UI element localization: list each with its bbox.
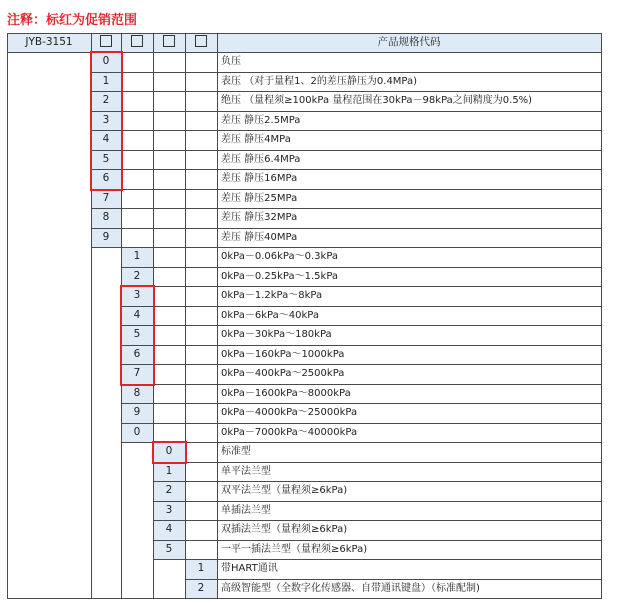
- table-rule: [7, 33, 601, 34]
- range-description: 0kPa－4000kPa～25000kPa: [221, 407, 358, 418]
- table-rule: [7, 598, 601, 599]
- table-rule: [121, 306, 601, 307]
- table-rule: [91, 189, 601, 190]
- structure-code: 2: [153, 481, 185, 501]
- range-code: 7: [121, 364, 153, 384]
- pressure-type-code: 7: [91, 189, 121, 209]
- range-description: 0kPa－1.2kPa～8kPa: [221, 290, 323, 301]
- range-description: 0kPa－6kPa～40kPa: [221, 309, 319, 321]
- pressure-type-description: 差压 静压40MPa: [221, 231, 298, 243]
- table-rule: [91, 91, 601, 92]
- structure-code: 1: [153, 462, 185, 482]
- table-rule: [91, 130, 601, 131]
- table-rule: [91, 208, 601, 209]
- promo-note: 注释：标红为促销范围: [7, 13, 138, 28]
- range-description: 0kPa－0.06kPa～0.3kPa: [221, 251, 339, 262]
- range-code: 9: [121, 403, 153, 423]
- output-code: 1: [185, 559, 217, 579]
- promo-highlight-pressure: [90, 51, 123, 191]
- range-code: 6: [121, 345, 153, 365]
- table-rule: [121, 345, 601, 346]
- table-rule: [121, 403, 601, 404]
- structure-description: 一平一插法兰型（量程须≥6kPa): [221, 543, 368, 555]
- structure-description: 单平法兰型: [221, 465, 271, 477]
- table-rule: [91, 150, 601, 151]
- pressure-type-description: 差压 静压25MPa: [221, 192, 298, 204]
- pressure-type-code: 5: [91, 150, 121, 170]
- output-description: 带HART通讯: [221, 563, 278, 574]
- range-description: 0kPa－0.25kPa～1.5kPa: [221, 270, 339, 282]
- pressure-type-code: 0: [91, 52, 121, 72]
- table-rule: [601, 33, 602, 599]
- output-description: 高级智能型（全数字化传感器、自带通讯键盘）（标准配制): [221, 582, 480, 594]
- spec-code-header: 产品规格代码: [217, 33, 601, 52]
- table-rule: [153, 540, 601, 541]
- table-rule: [91, 228, 601, 229]
- range-code: 1: [121, 247, 153, 267]
- table-rule: [217, 33, 218, 599]
- pressure-type-code: 6: [91, 169, 121, 189]
- option-box-header: [121, 33, 153, 52]
- table-rule: [185, 579, 601, 580]
- option-box-header: [185, 33, 217, 52]
- structure-description: 双平法兰型（量程须≥6kPa): [221, 485, 348, 496]
- pressure-type-code: 1: [91, 72, 121, 92]
- pressure-type-code: 3: [91, 111, 121, 131]
- checkbox-square-icon: [195, 35, 207, 47]
- pressure-type-description: 差压 静压2.5MPa: [221, 114, 301, 126]
- range-description: 0kPa－7000kPa～40000kPa: [221, 426, 358, 438]
- table-rule: [7, 33, 8, 599]
- checkbox-square-icon: [131, 35, 143, 47]
- structure-description: 单插法兰型: [221, 504, 271, 516]
- pressure-type-description: 差压 静压4MPa: [221, 134, 291, 145]
- promo-highlight-range: [120, 285, 155, 386]
- table-rule: [121, 442, 601, 443]
- structure-code: 4: [153, 520, 185, 540]
- pressure-type-description: 负压: [221, 56, 241, 67]
- range-code: 3: [121, 286, 153, 306]
- output-code: 2: [185, 579, 217, 599]
- range-code: 2: [121, 267, 153, 287]
- range-code: 0: [121, 423, 153, 443]
- table-rule: [153, 481, 601, 482]
- range-code: 4: [121, 306, 153, 326]
- table-rule: [121, 423, 601, 424]
- pressure-type-code: 2: [91, 91, 121, 111]
- option-box-header: [91, 33, 121, 52]
- promo-highlight-structure: [152, 441, 187, 464]
- range-code: 8: [121, 384, 153, 404]
- pressure-type-description: 绝压 （量程须≥100kPa 量程范围在30kPa－98kPa之间精度为0.5%): [221, 95, 533, 106]
- structure-code: 5: [153, 540, 185, 560]
- pressure-type-description: 差压 静压16MPa: [221, 173, 298, 184]
- table-rule: [91, 169, 601, 170]
- option-box-header: [153, 33, 185, 52]
- structure-code: 0: [153, 442, 185, 462]
- table-rule: [185, 33, 186, 599]
- pressure-type-description: 差压 静压32MPa: [221, 212, 298, 223]
- range-description: 0kPa－1600kPa～8000kPa: [221, 387, 351, 399]
- table-rule: [121, 267, 601, 268]
- table-rule: [153, 462, 601, 463]
- table-rule: [91, 72, 601, 73]
- table-rule: [153, 559, 601, 560]
- pressure-type-code: 4: [91, 130, 121, 150]
- table-rule: [121, 286, 601, 287]
- structure-description: 双插法兰型（量程须≥6kPa): [221, 524, 348, 535]
- table-rule: [121, 325, 601, 326]
- range-description: 0kPa－400kPa～2500kPa: [221, 368, 345, 379]
- structure-code: 3: [153, 501, 185, 521]
- table-rule: [91, 111, 601, 112]
- range-description: 0kPa－30kPa～180kPa: [221, 329, 332, 340]
- table-rule: [91, 247, 601, 248]
- model-header: JYB-3151: [7, 33, 91, 52]
- pressure-type-code: 9: [91, 228, 121, 248]
- checkbox-square-icon: [100, 35, 112, 47]
- table-rule: [121, 364, 601, 365]
- table-rule: [121, 384, 601, 385]
- pressure-type-description: 表压 （对于量程1、2的差压静压为0.4MPa): [221, 75, 418, 87]
- range-code: 5: [121, 325, 153, 345]
- checkbox-square-icon: [163, 35, 175, 47]
- pressure-type-code: 8: [91, 208, 121, 228]
- range-description: 0kPa－160kPa～1000kPa: [221, 348, 345, 360]
- table-rule: [153, 501, 601, 502]
- table-rule: [153, 520, 601, 521]
- pressure-type-description: 差压 静压6.4MPa: [221, 153, 301, 165]
- structure-description: 标准型: [221, 446, 251, 457]
